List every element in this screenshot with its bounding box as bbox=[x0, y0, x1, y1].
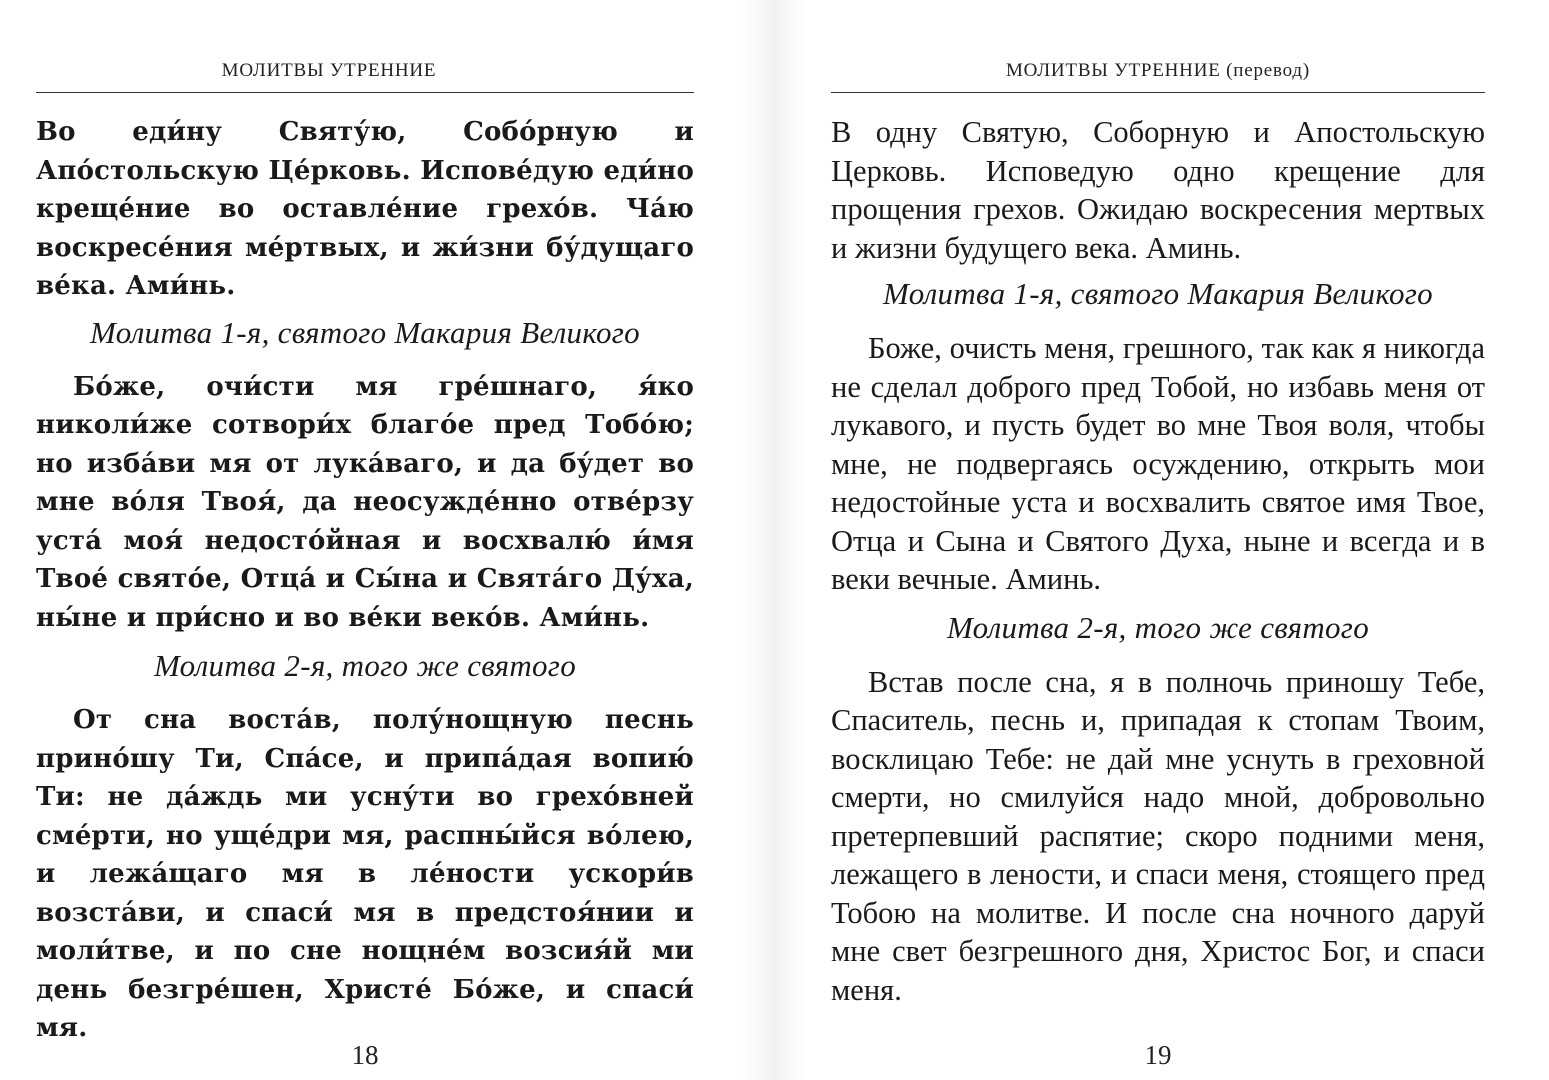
prayer-2-translation: Встав после сна, я в полночь приношу Тебе, Спаситель, песнь и, припадая к стопам Твоим, восклицаю Тебе: не дай мне уснуть в греховной смерти, но смилуйся надо мной, добровольно претерпевший распятие; скоро подними меня, лежащего в лености, и спаси меня, стоящего пред Тобою на молитве. И после сна ночного даруй мне свет безгрешного дня, Христос Бог, и спаси меня. bbox=[831, 664, 1485, 1007]
prayer-2-title-translation: Молитва 2-я, того же святого bbox=[946, 609, 1369, 645]
creed-ending-translation: В одну Святую, Соборную и Апостольскую Церковь. Исповедую одно крещение для прощения грехов. Ожидаю воскресения мертвых и жизни будущего века. Аминь. bbox=[831, 115, 1485, 265]
left-running-head-text: МОЛИТВЫ УТРЕННИЕ bbox=[221, 60, 437, 81]
prayer-1-title: Молитва 1-я, святого Макария Великого bbox=[90, 314, 640, 350]
creed-ending-paragraph: Во еди́ну Святу́ю, Собо́рную и Апо́стольскую Це́рковь. Испове́дую еди́но креще́ние во оставле́ние грехо́в. Ча́ю воскресе́ния ме́ртвых, и жи́зни бу́дущаго ве́ка. Ами́нь. bbox=[36, 117, 694, 301]
prayer-1-title-translation: Молитва 1-я, святого Макария Великого bbox=[883, 276, 1433, 311]
right-running-head-text: МОЛИТВЫ УТРЕННИЕ (перевод) bbox=[1005, 60, 1311, 81]
prayer-1-text: Бо́же, очи́сти мя гре́шнаго, я́ко николи́же сотвори́х благо́е пред Тобо́ю; но изба́ви мя от лука́ваго, и да бу́дет во мне во́ля Твоя́, да неосужде́нно отве́рзу уста́ моя́ недосто́йная и восхвалю́ и́мя Твое́ свято́е, Отца́ и Сы́на и Свята́го Ду́ха, ны́не и при́сно и во ве́ки веко́в. Ами́нь. bbox=[36, 371, 694, 633]
right-running-head bbox=[831, 60, 1485, 82]
left-page-number bbox=[36, 1040, 694, 1071]
left-body-text bbox=[36, 113, 694, 1048]
right-body-text bbox=[831, 113, 1485, 1009]
right-page-number bbox=[831, 1040, 1485, 1071]
right-page-number-text: 19 bbox=[1144, 1040, 1172, 1070]
left-running-head bbox=[36, 60, 694, 82]
gutter-shadow bbox=[735, 0, 805, 1080]
left-page bbox=[36, 0, 694, 1080]
prayer-2-text: От сна воста́в, полу́нощную песнь прино́шу Ти, Спа́се, и припа́дая вопию́ Ти: не да́ждь ми усну́ти во грехо́вней сме́рти, но уще́дри мя, распны́йся во́лею, и лежа́щаго мя в ле́ности ускори́в возста́ви, и спаси́ мя в предстоя́нии и моли́тве, и по сне нощне́м возсия́й ми день безгре́шен, Христе́ Бо́же, и спаси́ мя. bbox=[36, 705, 694, 1043]
left-page-number-text: 18 bbox=[351, 1040, 379, 1070]
right-page bbox=[831, 0, 1485, 1080]
prayer-1-translation: Боже, очисть меня, грешного, так как я никогда не сделал доброго пред Тобой, но избавь меня от лукавого, и пусть будет во мне Твоя воля, чтобы мне, не подвергаясь осуждению, открыть мои недостойные уста и восхвалить святое имя Твое, Отца и Сына и Святого Духа, ныне и всегда и в веки вечные. Аминь. bbox=[831, 331, 1485, 596]
prayer-2-title: Молитва 2-я, того же святого bbox=[153, 648, 576, 683]
left-head-rule bbox=[36, 92, 694, 93]
right-head-rule bbox=[831, 92, 1485, 93]
